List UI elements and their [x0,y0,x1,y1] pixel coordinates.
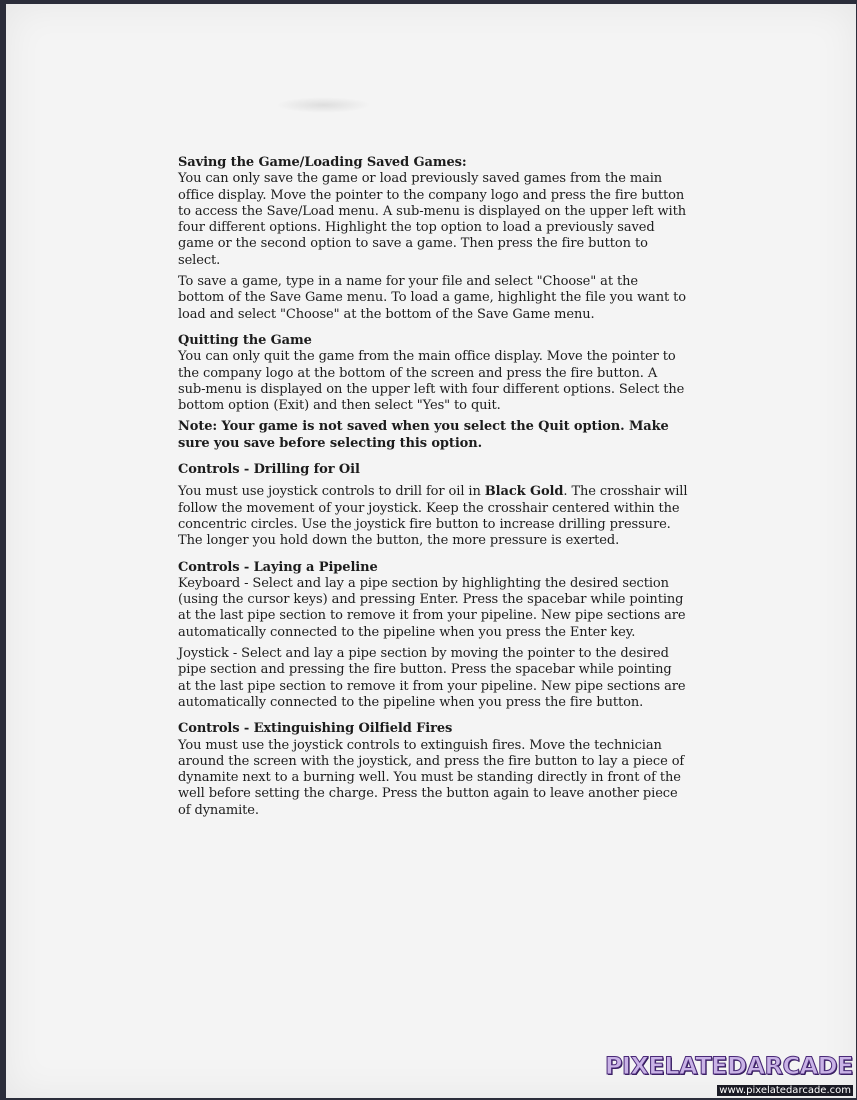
watermark-url: www.pixelatedarcade.com [719,1085,851,1096]
paragraph-pipeline-keyboard: Keyboard - Select and lay a pipe section by highlighting the desired section (using the cursor keys) and pressing Enter. Press the spacebar while pointing at the last pipe section to remove it from your pipeline. New pipe sections are automatically connected to the pipeline when you press the Enter key. [178,575,686,640]
section-pipeline [178,560,688,712]
section-drilling [178,462,688,549]
section-fires [178,721,688,819]
paragraph-fires-1: You must use the joystick controls to extinguish fires. Move the technician around the screen with the joystick, and press the fire button to lay a piece of dynamite next to a burning well. You must be standing directly in front of the well before setting the charge. Press the button again to leave another piece of dynamite. [178,737,685,818]
heading-quitting: Quitting the Game [178,332,312,348]
paragraph-saving-1: You can only save the game or load previously saved games from the main office display. Move the pointer to the company logo and press the fire button to access the Save/Load menu. A sub-menu is displayed on the upper left with four different options. Highlight the top option to load a previously saved game or the second option to save a game. Then press the fire button to select. [178,171,686,268]
paragraph-quitting-1: You can only quit the game from the main office display. Move the pointer to the company logo at the bottom of the screen and press the fire button. A sub-menu is displayed on the upper left with four different options. Select the bottom option (Exit) and then select "Yes" to quit. [178,349,685,414]
drilling-text-a: You must use joystick controls to drill for oil in [178,484,485,500]
heading-fires: Controls - Extinguishing Oilfield Fires [178,721,453,737]
quit-note: Note: Your game is not saved when you select the Quit option. Make sure you save before selecting this option. [178,419,669,451]
watermark [605,1054,853,1097]
paragraph-saving-2: To save a game, type in a name for your file and select "Choose" at the bottom of the Save Game menu. To load a game, highlight the file you want to load and select "Choose" at the bottom of the Save Game menu. [178,274,686,322]
game-title-black-gold: Black Gold [484,484,564,500]
heading-saving: Saving the Game/Loading Saved Games: [178,155,467,170]
scan-smudge [276,97,371,113]
paragraph-pipeline-joystick: Joystick - Select and lay a pipe section by moving the pointer to the desired pipe section and pressing the fire button. Press the spacebar while pointing at the last pipe section to remove it from your pipeline. New pipe sections are automatically connected to the pipeline when you press the fire button. [178,646,686,710]
watermark-logo: PIXELATEDARCADE [604,1052,853,1080]
drilling-text-b: . The crosshair will follow the movement of your joystick. Keep the crosshair centered within the concentric circles. Use the joystick fire button to increase drilling pressure. The longer you hold down the button, the more pressure is exerted. [178,484,688,549]
manual-text [178,155,688,829]
section-saving [178,155,688,323]
heading-pipeline: Controls - Laying a Pipeline [178,559,378,575]
manual-page [6,4,856,1098]
heading-drilling: Controls - Drilling for Oil [178,462,360,478]
paragraph-drilling-1 [178,484,688,549]
section-quitting [178,333,688,452]
